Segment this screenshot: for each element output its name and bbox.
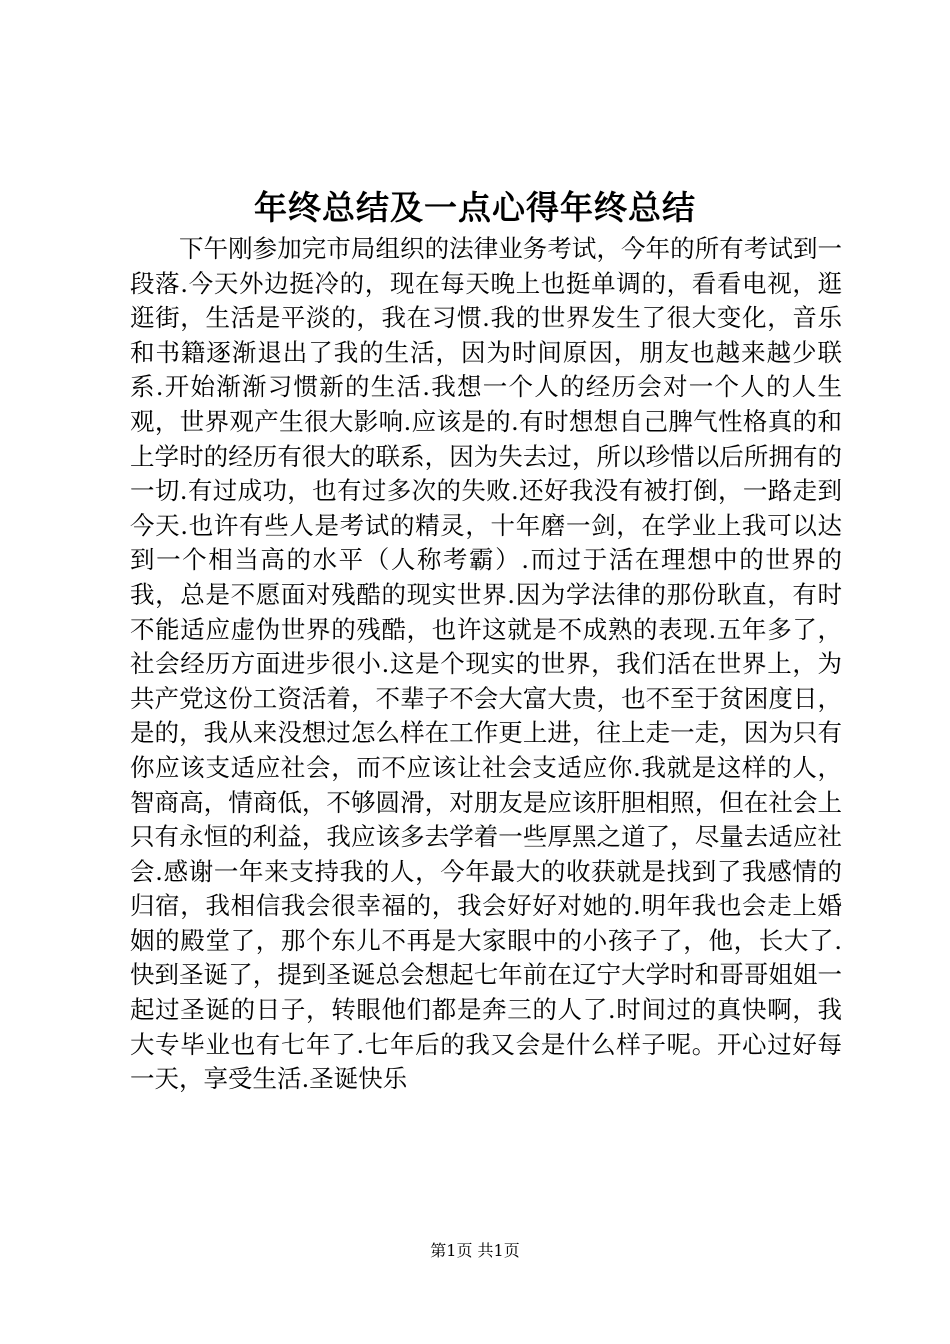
document-body-paragraph: 下午刚参加完市局组织的法律业务考试，今年的所有考试到一段落.今天外边挺冷的，现在每天晚上也挺单调的，看看电视，逛逛街，生活是平淡的，我在习惯.我的世界发生了很大变化，音乐和书籍逐渐退出了我的生活，因为时间原因，朋友也越来越少联系.开始渐渐习惯新的生活.我想一个人的经历会对一个人的人生观，世界观产生很大影响.应该是的.有时想想自己脾气性格真的和上学时的经历有很大的联系，因为失去过，所以珍惜以后所拥有的一切.有过成功，也有过多次的失败.还好我没有被打倒，一路走到今天.也许有些人是考试的精灵，十年磨一剑，在学业上我可以达到一个相当高的水平（人称考霸）.而过于活在理想中的世界的我，总是不愿面对残酷的现实世界.因为学法律的那份耿直，有时不能适应虚伪世界的残酷，也许这就是不成熟的表现.五年多了，社会经历方面进步很小.这是个现实的世界，我们活在世界上，为共产党这份工资活着，不辈子不会大富大贵，也不至于贫困度日，是的，我从来没想过怎么样在工作更上进，往上走一走，因为只有你应该支适应社会，而不应该让社会支适应你.我就是这样的人，智商高，情商低，不够圆滑，对朋友是应该肝胆相照，但在社会上只有永恒的利益，我应该多去学着一些厚黑之道了，尽量去适应社会.感谢一年来支持我的人，今年最大的收获就是找到了我感情的归宿，我相信我会很幸福的，我会好好对她的.明年我也会走上婚姻的殿堂了，那个东儿不再是大家眼中的小孩子了，他，长大了.快到圣诞了，提到圣诞总会想起七年前在辽宁大学时和哥哥姐姐一起过圣诞的日子，转眼他们都是奔三的人了.时间过的真快啊，我大专毕业也有七年了.七年后的我又会是什么样子呢。开心过好每一天，享受生活.圣诞快乐 <box>130 234 842 1094</box>
page-number-footer: 第1页 共1页 <box>430 1241 520 1260</box>
document-title: 年终总结及一点心得年终总结 <box>254 188 696 227</box>
